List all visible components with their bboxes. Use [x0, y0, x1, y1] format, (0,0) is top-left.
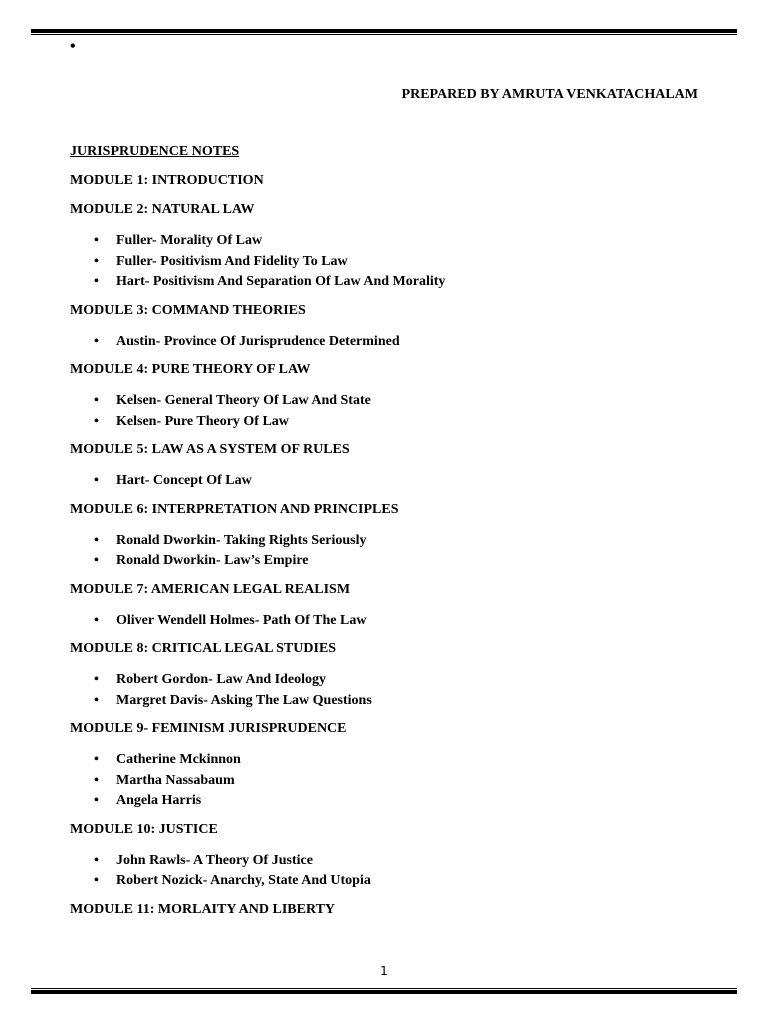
page-number: 1: [380, 964, 388, 978]
topic-item: [70, 252, 710, 273]
border-thin-line: [31, 34, 737, 35]
stray-mark: •: [70, 38, 76, 55]
notes-title: JURISPRUDENCE NOTES: [70, 144, 240, 159]
bullet-icon: •: [94, 793, 99, 808]
page-border-bottom: [31, 988, 737, 994]
module-heading: MODULE 11: MORLAITY AND LIBERTY: [70, 901, 336, 917]
bullet-icon: •: [94, 413, 99, 429]
module-heading: MODULE 1: INTRODUCTION: [70, 173, 264, 188]
bullet-icon: •: [94, 333, 99, 349]
topic-text: Margret Davis- Asking The Law Questions: [116, 692, 372, 708]
topic-item: [70, 791, 710, 812]
module-heading: MODULE 6: INTERPRETATION AND PRINCIPLES: [70, 501, 399, 517]
border-thin-line: [31, 988, 737, 989]
topic-list: [70, 851, 710, 892]
topic-text: Oliver Wendell Holmes- Path Of The Law: [116, 612, 367, 628]
bullet-icon: •: [94, 612, 99, 628]
bullet-icon: •: [94, 672, 99, 687]
topic-text: Martha Nassabaum: [116, 772, 235, 788]
topic-text: Ronald Dworkin- Taking Rights Seriously: [116, 532, 367, 548]
topic-item: [70, 771, 710, 792]
topic-text: Robert Gordon- Law And Ideology: [116, 672, 327, 687]
module-heading: MODULE 5: LAW AS A SYSTEM OF RULES: [70, 442, 350, 457]
topic-text: Kelsen- General Theory Of Law And State: [116, 393, 371, 408]
topic-text: Hart- Concept Of Law: [116, 473, 252, 488]
border-thick-line: [31, 990, 737, 994]
topic-text: Fuller- Positivism And Fidelity To Law: [116, 253, 348, 269]
topic-item: [70, 391, 710, 412]
topic-item: [70, 471, 710, 492]
topic-item: [70, 750, 710, 771]
topic-text: Fuller- Morality Of Law: [116, 233, 263, 248]
bullet-icon: •: [94, 553, 99, 568]
bullet-icon: •: [94, 473, 99, 488]
topic-text: Kelsen- Pure Theory Of Law: [116, 413, 289, 429]
topic-list: [70, 231, 710, 293]
module-list: [70, 172, 710, 919]
topic-list: [70, 332, 710, 353]
border-thick-line: [31, 29, 737, 33]
module-heading: MODULE 4: PURE THEORY OF LAW: [70, 362, 311, 377]
topic-item: [70, 670, 710, 691]
module-heading: MODULE 9- FEMINISM JURISPRUDENCE: [70, 721, 347, 736]
topic-item: [70, 272, 710, 293]
topic-item: [70, 851, 710, 872]
bullet-icon: •: [94, 752, 99, 767]
bullet-icon: •: [94, 233, 99, 248]
module-heading: MODULE 8: CRITICAL LEGAL STUDIES: [70, 641, 337, 656]
topic-list: [70, 471, 710, 492]
topic-text: John Rawls- A Theory Of Justice: [116, 852, 313, 868]
topic-text: Ronald Dworkin- Law’s Empire: [116, 553, 309, 568]
topic-list: [70, 531, 710, 572]
topic-item: [70, 691, 710, 712]
module-heading: MODULE 10: JUSTICE: [70, 821, 218, 837]
topic-list: [70, 670, 710, 711]
document-body: [70, 143, 710, 930]
prepared-by-line: PREPARED BY AMRUTA VENKATACHALAM: [401, 87, 698, 102]
bullet-icon: •: [94, 532, 99, 548]
bullet-icon: •: [94, 692, 99, 708]
topic-text: Hart- Positivism And Separation Of Law And Morality: [116, 274, 446, 289]
bullet-icon: •: [94, 253, 99, 269]
topic-item: [70, 611, 710, 632]
page-border-top: [31, 29, 737, 35]
topic-list: [70, 611, 710, 632]
topic-item: [70, 412, 710, 433]
topic-text: Angela Harris: [116, 793, 202, 808]
module-heading: MODULE 3: COMMAND THEORIES: [70, 302, 306, 318]
topic-text: Catherine Mckinnon: [116, 752, 241, 767]
bullet-icon: •: [94, 274, 99, 289]
topic-item: [70, 551, 710, 572]
topic-list: [70, 391, 710, 432]
bullet-icon: •: [94, 772, 99, 788]
topic-text: Robert Nozick- Anarchy, State And Utopia: [116, 873, 371, 888]
module-heading: MODULE 7: AMERICAN LEGAL REALISM: [70, 581, 351, 597]
bullet-icon: •: [94, 852, 99, 868]
bullet-icon: •: [94, 393, 99, 408]
topic-text: Austin- Province Of Jurisprudence Determined: [116, 333, 400, 349]
topic-item: [70, 531, 710, 552]
topic-item: [70, 871, 710, 892]
topic-item: [70, 231, 710, 252]
bullet-icon: •: [94, 873, 99, 888]
topic-item: [70, 332, 710, 353]
module-heading: MODULE 2: NATURAL LAW: [70, 202, 255, 217]
topic-list: [70, 750, 710, 812]
